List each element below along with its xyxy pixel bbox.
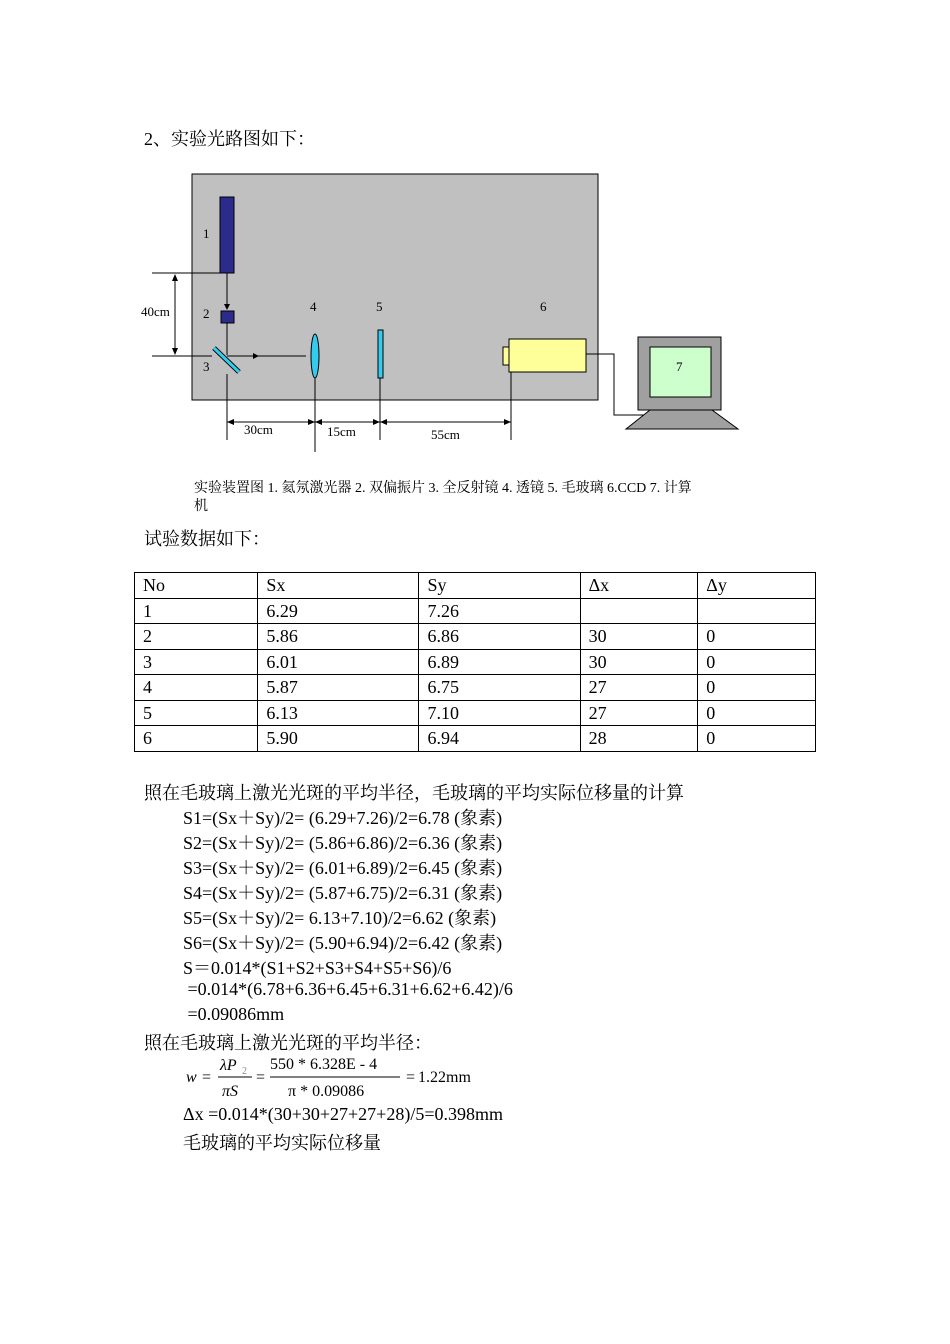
table-cell: 0 <box>698 649 816 675</box>
table-row <box>135 624 816 650</box>
table-cell: 6.13 <box>258 700 419 726</box>
dx-line: Δx =0.014*(30+30+27+27+28)/5=0.398mm <box>183 1104 503 1124</box>
optical-path-diagram <box>0 0 950 470</box>
ccd-lens <box>503 347 509 365</box>
distance-40cm: 40cm <box>141 304 170 319</box>
table-cell: 5.90 <box>258 726 419 752</box>
label-5: 5 <box>376 299 383 314</box>
table-cell: 27 <box>580 700 698 726</box>
calc-line-s5: S5=(Sx＋Sy)/2= 6.13+7.10)/2=6.62 (象素) <box>183 908 497 928</box>
data-table <box>134 572 816 752</box>
formula-den1: πS <box>222 1083 239 1100</box>
header-no: No <box>135 573 258 599</box>
lens <box>311 334 319 378</box>
table-row <box>135 726 816 752</box>
svg-text:=: = <box>256 1069 266 1086</box>
formula-den2: π * 0.09086 <box>288 1083 365 1100</box>
table-cell: 30 <box>580 624 698 650</box>
svg-text:=: = <box>406 1069 416 1086</box>
table-cell: 6 <box>135 726 258 752</box>
table-cell: 0 <box>698 675 816 701</box>
calc-intro: 照在毛玻璃上激光光斑的平均半径，毛玻璃的平均实际位移量的计算 <box>144 783 684 803</box>
header-dy: Δy <box>698 573 816 599</box>
table-row <box>135 675 816 701</box>
formula-num1-sub: 2 <box>242 1066 247 1077</box>
table-cell: 6.75 <box>419 675 580 701</box>
table-cell: 30 <box>580 649 698 675</box>
ground-glass <box>378 330 383 378</box>
distance-15cm: 15cm <box>327 424 356 439</box>
label-7: 7 <box>676 359 683 374</box>
table-cell: 5 <box>135 700 258 726</box>
ccd-camera <box>509 339 586 372</box>
label-4: 4 <box>310 299 317 314</box>
laser <box>220 197 234 273</box>
table-cell: 7.10 <box>419 700 580 726</box>
formula-num1: λP <box>220 1057 237 1074</box>
table-row <box>135 700 816 726</box>
header-sx: Sx <box>258 573 419 599</box>
calc-line-s2: S2=(Sx＋Sy)/2= (5.86+6.86)/2=6.36 (象素) <box>183 833 503 853</box>
table-cell: 6.89 <box>419 649 580 675</box>
table-row <box>135 649 816 675</box>
formula-num2: 550 * 6.328E - 4 <box>270 1056 378 1073</box>
formula-result: 1.22mm <box>418 1069 471 1086</box>
label-6: 6 <box>540 299 547 314</box>
table-header-row <box>135 573 816 599</box>
label-2: 2 <box>203 306 210 321</box>
table-cell: 4 <box>135 675 258 701</box>
diagram-caption: 实验装置图 1. 氦氖激光器 2. 双偏振片 3. 全反射镜 4. 透镜 5. 毛玻璃 6.CCD 7. 计算 <box>194 481 692 496</box>
label-1: 1 <box>203 226 210 241</box>
monitor-base <box>626 410 738 429</box>
last-line: 毛玻璃的平均实际位移量 <box>183 1133 381 1153</box>
calc-line-s-result: =0.09086mm <box>183 1004 285 1024</box>
label-3: 3 <box>203 359 210 374</box>
table-cell: 5.87 <box>258 675 419 701</box>
table-cell: 2 <box>135 624 258 650</box>
table-cell: 28 <box>580 726 698 752</box>
table-cell: 27 <box>580 675 698 701</box>
svg-text:=: = <box>202 1069 212 1086</box>
radius-intro: 照在毛玻璃上激光光斑的平均半径： <box>144 1033 432 1053</box>
table-cell: 1 <box>135 598 258 624</box>
calc-line-s4: S4=(Sx＋Sy)/2= (5.87+6.75)/2=6.31 (象素) <box>183 883 503 903</box>
diagram-caption-cont: 机 <box>194 499 208 514</box>
table-cell: 6.01 <box>258 649 419 675</box>
distance-55cm: 55cm <box>431 427 460 442</box>
table-cell: 0 <box>698 726 816 752</box>
table-cell: 6.94 <box>419 726 580 752</box>
formula-w: w <box>186 1069 197 1086</box>
table-cell: 6.86 <box>419 624 580 650</box>
table-cell <box>580 598 698 624</box>
calc-line-s-substituted: =0.014*(6.78+6.36+6.45+6.31+6.62+6.42)/6 <box>183 979 513 999</box>
table-cell: 5.86 <box>258 624 419 650</box>
table-cell: 0 <box>698 624 816 650</box>
calc-line-s1: S1=(Sx＋Sy)/2= (6.29+7.26)/2=6.78 (象素) <box>183 808 503 828</box>
calc-line-s6: S6=(Sx＋Sy)/2= (5.90+6.94)/2=6.42 (象素) <box>183 933 503 953</box>
header-dx: Δx <box>580 573 698 599</box>
polarizer <box>221 311 234 323</box>
distance-30cm: 30cm <box>244 422 273 437</box>
table-cell: 6.29 <box>258 598 419 624</box>
radius-formula <box>178 1050 498 1105</box>
table-cell: 3 <box>135 649 258 675</box>
table-row <box>135 598 816 624</box>
data-intro: 试验数据如下： <box>144 529 270 549</box>
header-sy: Sy <box>419 573 580 599</box>
table-cell <box>698 598 816 624</box>
section-heading: 2、实验光路图如下： <box>144 129 315 149</box>
calc-line-s3: S3=(Sx＋Sy)/2= (6.01+6.89)/2=6.45 (象素) <box>183 858 503 878</box>
table-cell: 7.26 <box>419 598 580 624</box>
calc-line-s-formula: S＝0.014*(S1+S2+S3+S4+S5+S6)/6 <box>183 958 452 978</box>
table-cell: 0 <box>698 700 816 726</box>
